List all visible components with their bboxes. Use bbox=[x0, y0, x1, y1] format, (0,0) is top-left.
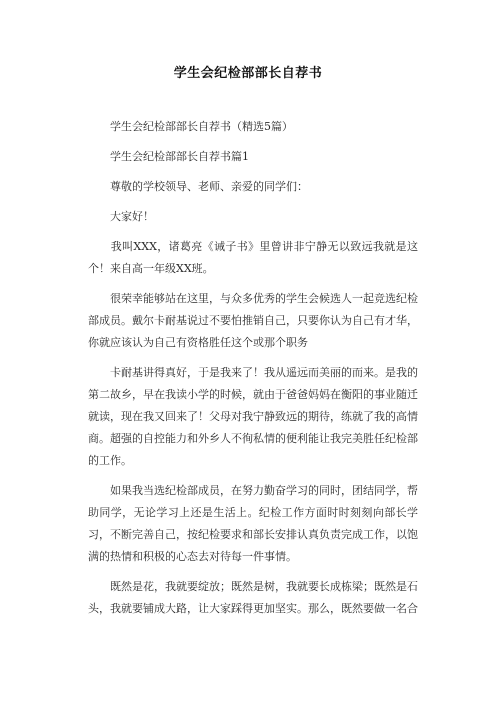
body-paragraph: 很荣幸能够站在这里，与众多优秀的学生会候选人一起竞选纪检部成员。戴尔卡耐基说过不要怕推销自己，只要你认为自己有才华，你就应该认为自己有资格胜任这个或那个职务 bbox=[88, 292, 418, 349]
salutation-paragraph: 尊敬的学校领导、老师、亲爱的同学们： bbox=[88, 180, 308, 193]
greeting-paragraph: 大家好！ bbox=[88, 210, 154, 223]
subtitle-paragraph: 学生会纪检部部长自荐书（精选5篇） bbox=[88, 120, 293, 133]
document-body bbox=[88, 116, 418, 628]
body-paragraph: 我叫XXX，诸葛亮《诫子书》里曾讲非宁静无以致远我就是这个！来自高一年级XX班。 bbox=[88, 240, 418, 275]
section-heading: 学生会纪检部部长自荐书篇1 bbox=[88, 150, 249, 163]
body-paragraph: 既然是花，我就要绽放；既然是树，我就要长成栋梁；既然是石头，我就要铺成大路，让大家踩得更加坚实。那么，既然要做一名合 bbox=[88, 580, 418, 615]
body-paragraph: 如果我当选纪检部成员，在努力勤奋学习的同时，团结同学，帮助同学，无论学习上还是生活上。纪检工作方面时时刻刻向部长学习，不断完善自己，按纪检要求和部长安排认真负责完成工作，以饱满的热情和积极的心态去对待每一件事情。 bbox=[88, 484, 418, 563]
body-paragraph: 卡耐基讲得真好，于是我来了！我从遥远而美丽的而来。是我的第二故乡，早在我读小学的时候，就由于爸爸妈妈在衡阳的事业随迁就读，现在我又回来了！父母对我宁静致远的期待，练就了我的高情商。超强的自控能力和外乡人不徇私情的便利能让我完美胜任纪检部的工作。 bbox=[88, 366, 418, 467]
document-title: 学生会纪检部部长自荐书 bbox=[173, 66, 323, 81]
